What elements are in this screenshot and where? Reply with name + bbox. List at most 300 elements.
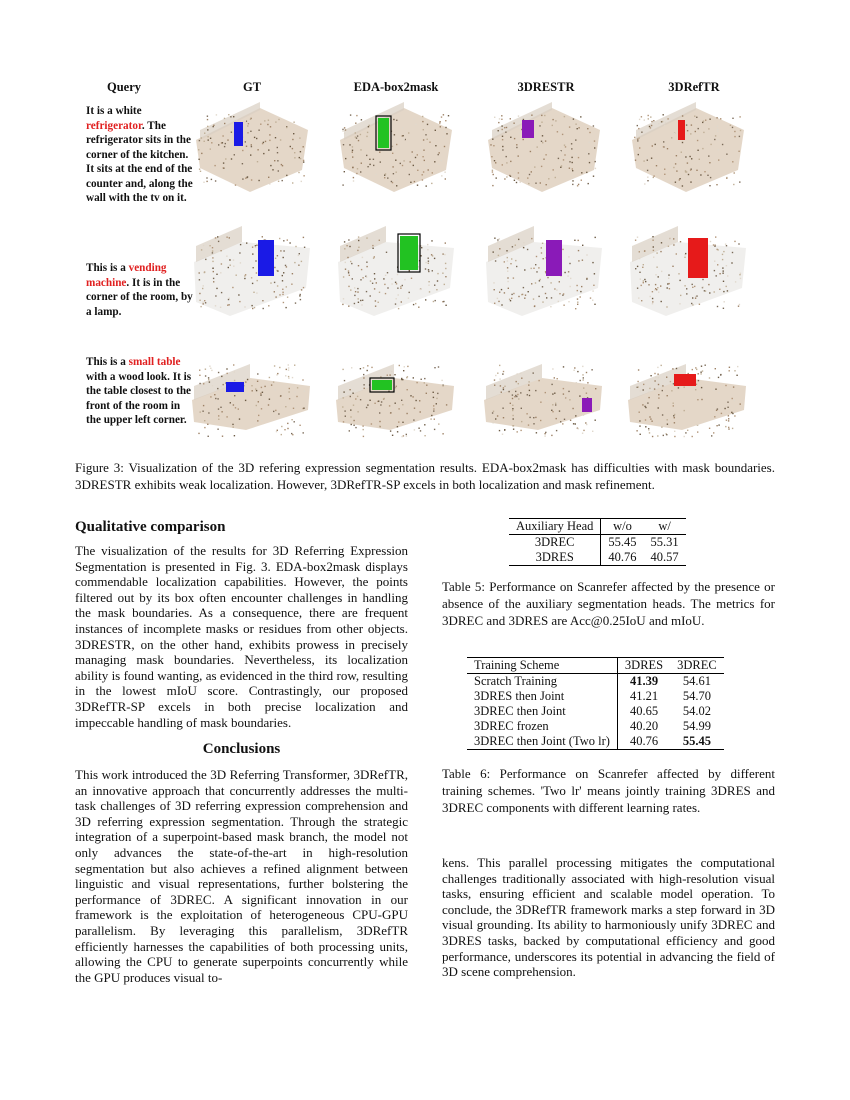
scene-point bbox=[304, 247, 305, 248]
scene-point bbox=[583, 377, 584, 378]
scene-point bbox=[494, 160, 495, 161]
scene-point bbox=[523, 287, 524, 288]
scene-point bbox=[226, 256, 227, 257]
scene-point bbox=[558, 301, 559, 302]
scene-point bbox=[537, 146, 538, 147]
scene-point bbox=[350, 114, 351, 115]
scene-point bbox=[646, 156, 647, 157]
target-object-mask bbox=[582, 398, 592, 412]
scene-point bbox=[245, 400, 246, 401]
scene-point bbox=[594, 273, 595, 274]
scene-point bbox=[573, 423, 574, 424]
scene-point bbox=[586, 254, 587, 255]
scene-point bbox=[295, 246, 296, 247]
scene-point bbox=[663, 435, 664, 436]
scene-point bbox=[589, 167, 590, 168]
scene-point bbox=[592, 262, 593, 263]
scene-point bbox=[348, 270, 349, 271]
scene-point bbox=[718, 377, 719, 378]
scene-point bbox=[221, 411, 222, 412]
scene-point bbox=[202, 288, 203, 289]
scene-point bbox=[427, 124, 428, 125]
scene-point bbox=[704, 171, 705, 172]
scene-point bbox=[520, 430, 521, 431]
scene-point bbox=[708, 128, 709, 129]
scene-point bbox=[555, 404, 556, 405]
scene-point bbox=[353, 170, 354, 171]
scene-point bbox=[199, 383, 200, 384]
scene-point bbox=[357, 288, 358, 289]
scene-point bbox=[499, 118, 500, 119]
scene-point bbox=[657, 374, 658, 375]
scene-point bbox=[439, 152, 440, 153]
scene-point bbox=[720, 118, 721, 119]
scene-point bbox=[515, 395, 516, 396]
scene-point bbox=[637, 386, 638, 387]
scene-point bbox=[727, 290, 728, 291]
scene-point bbox=[592, 431, 593, 432]
scene-point bbox=[217, 388, 218, 389]
scene-point bbox=[647, 160, 648, 161]
scene-point bbox=[658, 397, 659, 398]
scene-point bbox=[546, 297, 547, 298]
scene-point bbox=[226, 398, 227, 399]
scene-point bbox=[703, 121, 704, 122]
scene-point bbox=[569, 161, 570, 162]
scene-point bbox=[692, 284, 693, 285]
scene-point bbox=[739, 116, 740, 117]
scene-point bbox=[444, 146, 445, 147]
scene-point bbox=[718, 159, 719, 160]
scene-point bbox=[375, 306, 376, 307]
scene-point bbox=[201, 137, 202, 138]
scene-point bbox=[352, 156, 353, 157]
scene-point bbox=[207, 136, 208, 137]
scene-point bbox=[658, 292, 659, 293]
scene-point bbox=[379, 292, 380, 293]
scene-point bbox=[358, 240, 359, 241]
scene-point bbox=[441, 175, 442, 176]
scene-point bbox=[696, 369, 697, 370]
scene-point bbox=[433, 405, 434, 406]
scene-point bbox=[498, 301, 499, 302]
scene-point bbox=[717, 264, 718, 265]
scene-point bbox=[425, 262, 426, 263]
scene-point bbox=[360, 300, 361, 301]
scene-point bbox=[643, 384, 644, 385]
point-cloud-image bbox=[334, 100, 456, 195]
scene-point bbox=[360, 399, 361, 400]
scene-point bbox=[444, 284, 445, 285]
scene-point bbox=[300, 299, 301, 300]
scene-point bbox=[280, 250, 281, 251]
scene-point bbox=[581, 172, 582, 173]
scene-point bbox=[527, 249, 528, 250]
scene-point bbox=[517, 431, 518, 432]
scene-point bbox=[690, 133, 691, 134]
scene-point bbox=[395, 282, 396, 283]
scene-point bbox=[413, 118, 414, 119]
scene-point bbox=[434, 258, 435, 259]
scene-point bbox=[679, 178, 680, 179]
scene-point bbox=[582, 260, 583, 261]
scene-point bbox=[732, 398, 733, 399]
scene-point bbox=[510, 176, 511, 177]
scene-point bbox=[282, 180, 283, 181]
scene-point bbox=[644, 251, 645, 252]
scene-point bbox=[263, 153, 264, 154]
scene-point bbox=[664, 174, 665, 175]
scene-point bbox=[570, 286, 571, 287]
scene-point bbox=[652, 301, 653, 302]
scene-point bbox=[230, 116, 231, 117]
scene-point bbox=[375, 300, 376, 301]
scene-point bbox=[204, 272, 205, 273]
scene-point bbox=[702, 370, 703, 371]
scene-point bbox=[255, 245, 256, 246]
scene-point bbox=[724, 408, 725, 409]
scene-point bbox=[696, 117, 697, 118]
scene-point bbox=[546, 395, 547, 396]
scene-point bbox=[700, 174, 701, 175]
scene-point bbox=[543, 258, 544, 259]
scene-point bbox=[578, 240, 579, 241]
scene-point bbox=[274, 282, 275, 283]
scene-point bbox=[555, 177, 556, 178]
scene-point bbox=[424, 435, 425, 436]
t5-cell: 3DREC bbox=[509, 535, 601, 551]
scene-point bbox=[691, 124, 692, 125]
scene-point bbox=[438, 366, 439, 367]
scene-point bbox=[551, 384, 552, 385]
scene-point bbox=[559, 130, 560, 131]
scene-point bbox=[498, 122, 499, 123]
scene-point bbox=[350, 261, 351, 262]
scene-point bbox=[207, 126, 208, 127]
scene-point bbox=[546, 400, 547, 401]
scene-point bbox=[571, 148, 572, 149]
scene-point bbox=[199, 272, 200, 273]
scene-point bbox=[277, 160, 278, 161]
scene-point bbox=[252, 308, 253, 309]
scene-point bbox=[545, 129, 546, 130]
scene-point bbox=[392, 153, 393, 154]
scene-point bbox=[516, 144, 517, 145]
scene-point bbox=[695, 367, 696, 368]
scene-point bbox=[232, 424, 233, 425]
scene-point bbox=[507, 277, 508, 278]
scene-point bbox=[699, 180, 700, 181]
scene-point bbox=[560, 167, 561, 168]
scene-point bbox=[739, 181, 740, 182]
scene-point bbox=[734, 241, 735, 242]
scene-point bbox=[428, 285, 429, 286]
scene-point bbox=[208, 412, 209, 413]
scene-point bbox=[369, 136, 370, 137]
scene-point bbox=[264, 386, 265, 387]
scene-point bbox=[269, 377, 270, 378]
scene-point bbox=[295, 407, 296, 408]
scene-point bbox=[671, 182, 672, 183]
scene-point bbox=[288, 391, 289, 392]
scene-point bbox=[545, 140, 546, 141]
scene-point bbox=[422, 116, 423, 117]
scene-point bbox=[275, 156, 276, 157]
scene-point bbox=[407, 366, 408, 367]
scene-point bbox=[435, 145, 436, 146]
scene-point bbox=[228, 114, 229, 115]
scene-point bbox=[353, 180, 354, 181]
scene-point bbox=[245, 381, 246, 382]
scene-point bbox=[212, 261, 213, 262]
scene-point bbox=[564, 419, 565, 420]
scene-point bbox=[346, 245, 347, 246]
t6-header: 3DRES bbox=[624, 658, 664, 672]
scene-point bbox=[422, 156, 423, 157]
scene-point bbox=[283, 272, 284, 273]
scene-point bbox=[516, 182, 517, 183]
scene-point bbox=[376, 282, 377, 283]
scene-point bbox=[407, 389, 408, 390]
scene-point bbox=[234, 154, 235, 155]
scene-point bbox=[226, 416, 227, 417]
scene-point bbox=[715, 135, 716, 136]
scene-point bbox=[208, 436, 209, 437]
scene-point bbox=[721, 413, 722, 414]
scene-point bbox=[562, 295, 563, 296]
scene-point bbox=[699, 159, 700, 160]
scene-point bbox=[215, 237, 216, 238]
scene-point bbox=[572, 180, 573, 181]
table-row bbox=[467, 704, 724, 719]
scene-point bbox=[708, 284, 709, 285]
scene-point bbox=[503, 371, 504, 372]
scene-point bbox=[384, 284, 385, 285]
scene-point bbox=[512, 408, 513, 409]
scene-point bbox=[686, 288, 687, 289]
scene-point bbox=[227, 373, 228, 374]
scene-point bbox=[401, 436, 402, 437]
scene-point bbox=[738, 243, 739, 244]
scene-point bbox=[655, 288, 656, 289]
scene-point bbox=[580, 291, 581, 292]
scene-point bbox=[433, 301, 434, 302]
scene-point bbox=[647, 402, 648, 403]
scene-point bbox=[649, 388, 650, 389]
scene-point bbox=[260, 394, 261, 395]
scene-point bbox=[636, 430, 637, 431]
scene-point bbox=[502, 136, 503, 137]
scene-point bbox=[664, 169, 665, 170]
scene-point bbox=[734, 136, 735, 137]
scene-point bbox=[448, 115, 449, 116]
scene-point bbox=[722, 254, 723, 255]
scene-point bbox=[379, 412, 380, 413]
scene-point bbox=[425, 134, 426, 135]
scene-point bbox=[722, 273, 723, 274]
scene-point bbox=[386, 252, 387, 253]
scene-point bbox=[680, 295, 681, 296]
scene-point bbox=[398, 294, 399, 295]
target-object-mask bbox=[688, 238, 708, 278]
scene-point bbox=[276, 133, 277, 134]
scene-point bbox=[740, 278, 741, 279]
scene-point bbox=[725, 426, 726, 427]
scene-point bbox=[639, 420, 640, 421]
scene-point bbox=[719, 289, 720, 290]
scene-point bbox=[654, 373, 655, 374]
scene-point bbox=[681, 152, 682, 153]
scene-point bbox=[366, 407, 367, 408]
scene-point bbox=[233, 259, 234, 260]
scene-point bbox=[398, 308, 399, 309]
scene-point bbox=[687, 176, 688, 177]
scene-point bbox=[286, 266, 287, 267]
scene-point bbox=[204, 141, 205, 142]
scene-point bbox=[384, 177, 385, 178]
t6-cell: 54.61 bbox=[682, 674, 711, 688]
scene-point bbox=[567, 275, 568, 276]
scene-point bbox=[577, 185, 578, 186]
scene-point bbox=[695, 389, 696, 390]
scene-point bbox=[676, 155, 677, 156]
scene-point bbox=[656, 267, 657, 268]
scene-point bbox=[648, 284, 649, 285]
scene-point bbox=[530, 151, 531, 152]
scene-point bbox=[251, 179, 252, 180]
scene-point bbox=[233, 364, 234, 365]
scene-point bbox=[229, 237, 230, 238]
t6-cell: 54.99 bbox=[682, 719, 711, 733]
scene-point bbox=[282, 275, 283, 276]
scene-point bbox=[350, 396, 351, 397]
scene-point bbox=[734, 131, 735, 132]
scene-point bbox=[300, 294, 301, 295]
scene-point bbox=[568, 391, 569, 392]
scene-point bbox=[343, 276, 344, 277]
scene-point bbox=[349, 389, 350, 390]
scene-point bbox=[220, 272, 221, 273]
scene-point bbox=[231, 158, 232, 159]
scene-point bbox=[363, 374, 364, 375]
scene-point bbox=[737, 366, 738, 367]
scene-point bbox=[343, 144, 344, 145]
scene-point bbox=[285, 265, 286, 266]
col-header-query: Query bbox=[106, 80, 142, 94]
t5-cell: 55.45 bbox=[608, 535, 637, 549]
scene-point bbox=[533, 417, 534, 418]
scene-point bbox=[732, 118, 733, 119]
scene-point bbox=[513, 123, 514, 124]
scene-point bbox=[213, 126, 214, 127]
scene-point bbox=[575, 124, 576, 125]
scene-point bbox=[728, 427, 729, 428]
scene-point bbox=[520, 181, 521, 182]
scene-point bbox=[205, 369, 206, 370]
scene-point bbox=[256, 272, 257, 273]
scene-point bbox=[239, 252, 240, 253]
scene-point bbox=[594, 147, 595, 148]
scene-point bbox=[564, 272, 565, 273]
scene-point bbox=[687, 430, 688, 431]
scene-point bbox=[729, 367, 730, 368]
scene-point bbox=[442, 385, 443, 386]
scene-point bbox=[531, 171, 532, 172]
scene-point bbox=[582, 374, 583, 375]
scene-floor bbox=[632, 108, 744, 192]
scene-point bbox=[366, 237, 367, 238]
scene-point bbox=[518, 296, 519, 297]
scene-point bbox=[510, 161, 511, 162]
scene-point bbox=[552, 393, 553, 394]
scene-point bbox=[290, 146, 291, 147]
scene-point bbox=[302, 379, 303, 380]
scene-point bbox=[528, 291, 529, 292]
scene-point bbox=[502, 434, 503, 435]
scene-point bbox=[298, 255, 299, 256]
scene-point bbox=[640, 278, 641, 279]
scene-point bbox=[698, 128, 699, 129]
scene-point bbox=[534, 306, 535, 307]
scene-point bbox=[283, 240, 284, 241]
scene-point bbox=[374, 273, 375, 274]
scene-point bbox=[361, 119, 362, 120]
scene-point bbox=[385, 173, 386, 174]
scene-point bbox=[664, 125, 665, 126]
scene-point bbox=[691, 158, 692, 159]
scene-point bbox=[563, 159, 564, 160]
scene-point bbox=[362, 277, 363, 278]
scene-point bbox=[273, 411, 274, 412]
scene-point bbox=[299, 425, 300, 426]
scene-point bbox=[294, 152, 295, 153]
scene-point bbox=[213, 278, 214, 279]
scene-point bbox=[643, 389, 644, 390]
scene-point bbox=[492, 185, 493, 186]
point-cloud-image bbox=[626, 222, 748, 317]
scene-point bbox=[207, 116, 208, 117]
scene-point bbox=[424, 378, 425, 379]
scene-point bbox=[692, 369, 693, 370]
scene-point bbox=[645, 419, 646, 420]
scene-point bbox=[261, 420, 262, 421]
scene-point bbox=[366, 262, 367, 263]
scene-point bbox=[211, 370, 212, 371]
scene-point bbox=[673, 244, 674, 245]
scene-point bbox=[255, 152, 256, 153]
scene-point bbox=[213, 271, 214, 272]
scene-point bbox=[551, 410, 552, 411]
scene-point bbox=[733, 184, 734, 185]
scene-point bbox=[533, 423, 534, 424]
scene-point bbox=[531, 238, 532, 239]
scene-point bbox=[564, 397, 565, 398]
scene-point bbox=[287, 297, 288, 298]
scene-point bbox=[727, 402, 728, 403]
scene-point bbox=[722, 159, 723, 160]
scene-point bbox=[517, 373, 518, 374]
scene-point bbox=[692, 304, 693, 305]
scene-point bbox=[518, 398, 519, 399]
scene-point bbox=[661, 301, 662, 302]
scene-point bbox=[345, 416, 346, 417]
scene-point bbox=[445, 178, 446, 179]
scene-point bbox=[665, 122, 666, 123]
scene-point bbox=[300, 158, 301, 159]
scene-point bbox=[660, 285, 661, 286]
scene-point bbox=[437, 280, 438, 281]
scene-point bbox=[357, 250, 358, 251]
